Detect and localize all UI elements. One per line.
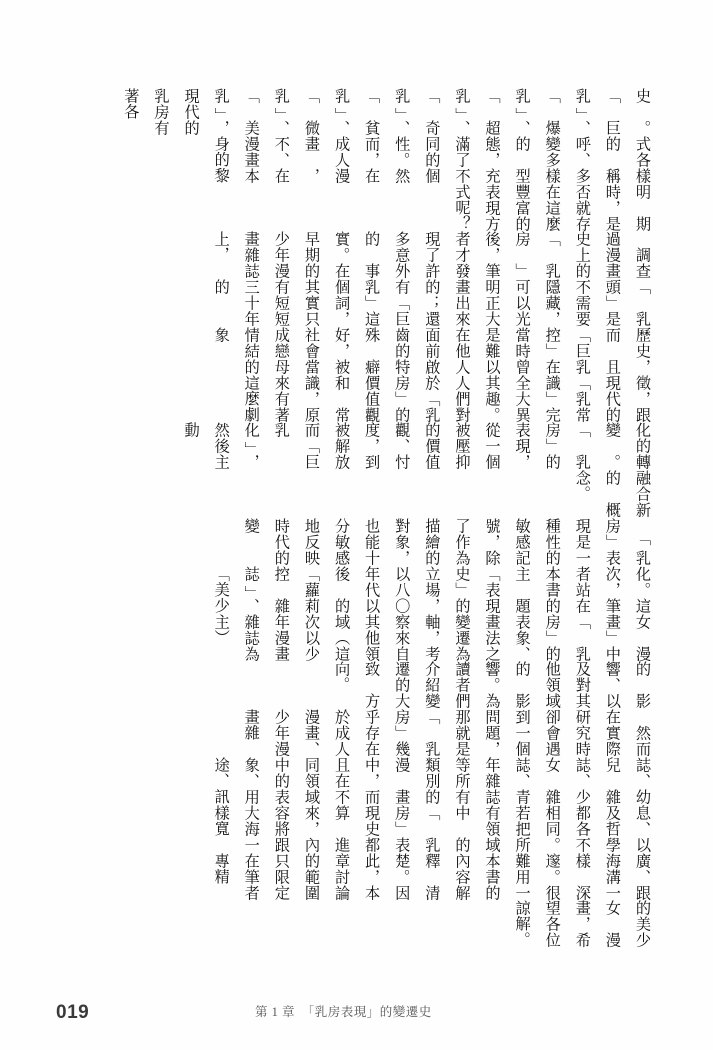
body-text bbox=[56, 88, 657, 948]
text-column: 史。「巨乳」、「爆乳」、「超乳」、「奇乳」、「貧乳」、「微乳」、「美乳」，現代的乳房有著各 bbox=[122, 88, 651, 136]
text-column: 化的轉變。「乳房」的表現，從一個被壓抑的價值觀、忖度，到被解放而「巨乳化」，然後主動 bbox=[182, 422, 651, 471]
text-column: 「乳頭」是不需要隱藏，可以光明正大畫出來的；還有「巨乳」這個詞，其實只有短短三十年的 bbox=[212, 279, 651, 327]
text-column: 女漫畫」中「乳房」的表象、畫法之變遷為軸，考察來自其他領域（這次以少年漫畫雜誌為主） bbox=[212, 613, 651, 662]
text-column: 化。這次，筆者站在本書的主題「表現史」的立場，以八〇年代以後的「蘿莉控雜誌」、「美少 bbox=[212, 565, 651, 614]
page-number: 019 bbox=[56, 1002, 90, 1023]
text-column: 調查過漫畫史上的「乳房」後，筆者才發現了許多意外的事實。在早期的少年漫畫雜誌上， bbox=[212, 231, 651, 280]
text-column: 徵，跟現代的「乳常識」完全大異其趣。人們對於「乳房」的價值觀和常識，原來有著這麼劇 bbox=[242, 374, 651, 423]
text-column: 歷史，而且「巨乳控」在當時曾是難以在他人面前啟齒的特殊癖好，被社會當成戀母情結的象 bbox=[212, 326, 651, 375]
text-column: 的美少女漫畫，希望各位諒解。 bbox=[513, 900, 651, 949]
text-column: 然而在實際研究時卻會遇到一個問題，那就是「乳房」幾乎存在於成人漫畫、少年漫畫雜 bbox=[242, 709, 651, 757]
page-footer bbox=[0, 992, 713, 1024]
text-column: 的影響、以及對其他領域的影響。為讀者們介紹變遷的大致方向。 bbox=[333, 661, 651, 710]
text-column: 誌、幼兒雜誌、少女雜誌、青年雜誌等所有類別的漫畫中，而且在不同領域中的表象、用途、訊 bbox=[212, 756, 651, 805]
text-column: 明期時，是否就存在這麼豐富的表現方式呢？ bbox=[453, 183, 651, 232]
text-column: 息、以及哲學都各不相同。若把所有領域中的「乳房」表現史都算進來，內容將跟大海一樣寬 bbox=[212, 804, 651, 853]
text-column: 融合新的概念。 bbox=[573, 470, 651, 519]
text-column: 式各樣的稱呼、多變多樣的型態，充滿了不同的個性。然而，在成人漫畫，不、在漫畫本身的黎 bbox=[212, 135, 651, 184]
text-column: 「乳房」表現是一種性的敏感記號，除了作為描繪的對象，也能十分敏感地反映時代的變 bbox=[242, 518, 651, 566]
text-column: 廣、跟海溝一樣深邃。很難用一本書的內容解釋清楚。因此，本章討論的範圍只限定在筆者專精 bbox=[212, 852, 651, 901]
running-head: 第 1 章 「乳房表現」的變遷史 bbox=[255, 1005, 432, 1019]
